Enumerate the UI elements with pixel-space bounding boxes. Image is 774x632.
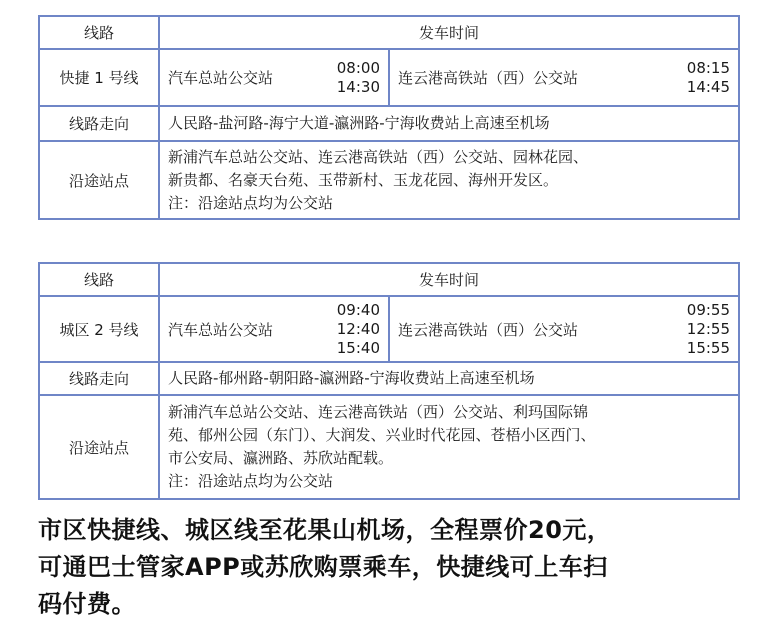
departure-time: 15:55 — [686, 338, 731, 357]
schedule-table-city-2 — [38, 262, 740, 500]
station-b-times — [687, 59, 730, 97]
direction-label: 线路走向 — [39, 362, 159, 395]
station-a-cell — [159, 296, 389, 362]
stops-cell — [159, 141, 739, 219]
fare-notice-line: 市区快捷线、城区线至花果山机场，全程票价20元， — [38, 516, 612, 544]
fare-notice-line: 码付费。 — [38, 590, 136, 618]
station-a-times — [337, 59, 380, 97]
header-route: 线路 — [39, 263, 159, 296]
route-name: 快捷 1 号线 — [39, 49, 159, 106]
departure-time: 09:40 — [336, 300, 380, 319]
station-a-name: 汽车总站公交站 — [168, 320, 274, 339]
stops-line: 新浦汽车总站公交站、连云港高铁站（西）公交站、园林花园、 — [168, 147, 589, 166]
stops-line: 新浦汽车总站公交站、连云港高铁站（西）公交站、利玛国际锦 — [168, 403, 589, 421]
station-b-name: 连云港高铁站（西）公交站 — [398, 320, 579, 339]
route-direction: 人民路-盐河路-海宁大道-瀛洲路-宁海收费站上高速至机场 — [159, 106, 739, 141]
schedule-table-express-1 — [38, 15, 740, 220]
departure-time: 08:15 — [686, 58, 731, 77]
departure-time: 08:00 — [336, 58, 380, 77]
station-b-cell — [389, 49, 739, 106]
stops-cell — [159, 395, 739, 499]
station-b-name: 连云港高铁站（西）公交站 — [398, 69, 579, 87]
header-departure-time: 发车时间 — [159, 263, 739, 296]
fare-notice-line: 可通巴士管家APP或苏欣购票乘车，快捷线可上车扫 — [38, 553, 608, 581]
station-a-name: 汽车总站公交站 — [168, 69, 274, 87]
departure-time: 09:55 — [686, 300, 731, 319]
station-b-cell — [389, 296, 739, 362]
route-direction: 人民路-郁州路-朝阳路-瀛洲路-宁海收费站上高速至机场 — [159, 362, 739, 395]
stops-line: 新贵都、名豪天台苑、玉带新村、玉龙花园、海州开发区。 — [168, 170, 559, 189]
stops-note: 注：沿途站点均为公交站 — [168, 193, 334, 212]
departure-time: 14:30 — [336, 77, 380, 96]
header-route: 线路 — [39, 16, 159, 49]
departure-time: 12:55 — [686, 319, 731, 338]
station-b-times — [687, 301, 730, 358]
fare-notice — [38, 512, 738, 623]
departure-time: 14:45 — [686, 77, 731, 96]
direction-label: 线路走向 — [39, 106, 159, 141]
departure-time: 15:40 — [336, 338, 380, 357]
station-a-cell — [159, 49, 389, 106]
station-a-times — [337, 301, 380, 358]
departure-time: 12:40 — [336, 319, 380, 338]
route-name: 城区 2 号线 — [39, 296, 159, 362]
stops-label: 沿途站点 — [39, 395, 159, 499]
stops-line: 苑、郁州公园（东门）、大润发、兴业时代花园、苍梧小区西门、 — [168, 426, 596, 444]
stops-note: 注：沿途站点均为公交站 — [168, 472, 334, 490]
header-departure-time: 发车时间 — [159, 16, 739, 49]
stops-line: 市公安局、瀛洲路、苏欣站配载。 — [168, 449, 394, 467]
stops-label: 沿途站点 — [39, 141, 159, 219]
